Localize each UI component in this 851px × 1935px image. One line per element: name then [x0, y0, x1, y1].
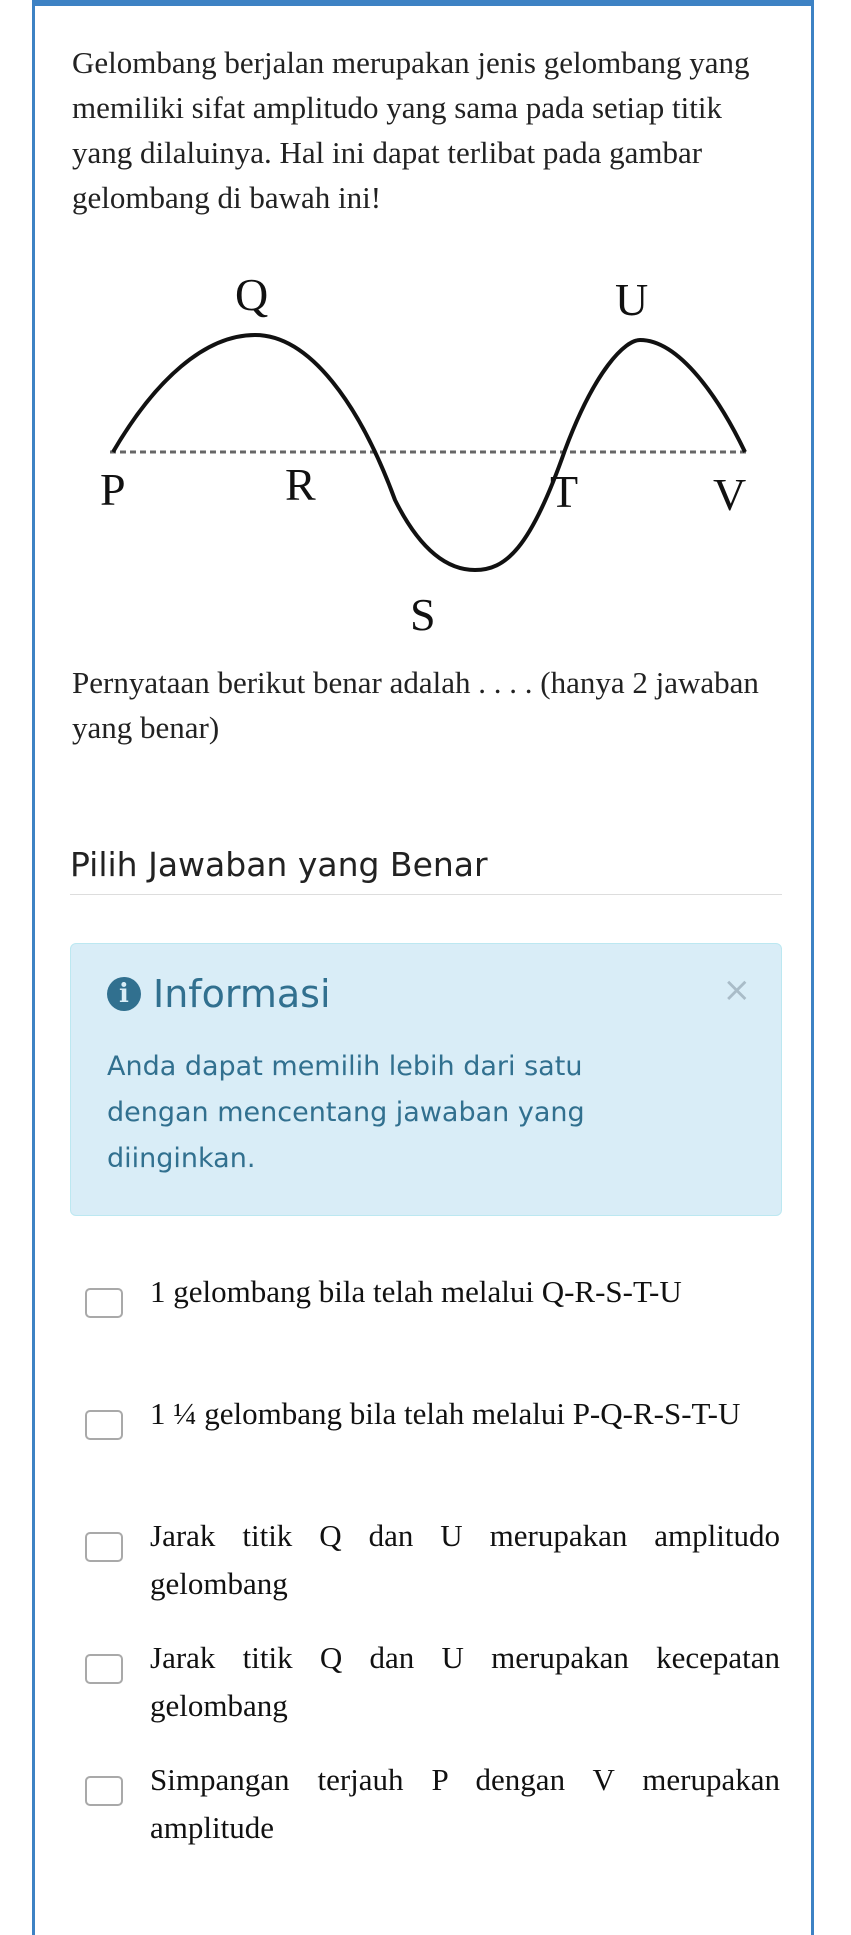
- option-checkbox[interactable]: [85, 1654, 123, 1684]
- close-icon[interactable]: ×: [722, 970, 751, 1010]
- option-text: Simpangan terjauh P dengan V merupakan amplitude: [150, 1762, 780, 1845]
- answer-option[interactable]: [70, 1756, 782, 1878]
- label-s: S: [410, 589, 436, 640]
- label-r: R: [285, 459, 316, 510]
- label-p: P: [100, 464, 126, 515]
- option-text: 1 ¼ gelombang bila telah melalui P-Q-R-S-T-U: [150, 1396, 741, 1431]
- option-text: 1 gelombang bila telah melalui Q-R-S-T-U: [150, 1274, 682, 1309]
- info-circle-icon: i: [107, 977, 141, 1011]
- answer-options: [70, 1268, 782, 1878]
- info-alert-title: [107, 972, 331, 1016]
- info-alert: [70, 943, 782, 1216]
- label-t: T: [550, 466, 579, 517]
- answer-heading: Pilih Jawaban yang Benar: [70, 845, 782, 895]
- option-checkbox[interactable]: [85, 1776, 123, 1806]
- wave-figure: [95, 270, 765, 640]
- answer-option[interactable]: [70, 1390, 782, 1512]
- question-instruction: Pernyataan berikut benar adalah . . . . (hanya 2 jawaban yang benar): [72, 665, 759, 745]
- answer-option[interactable]: [70, 1512, 782, 1634]
- label-u: U: [615, 274, 649, 325]
- answer-option[interactable]: [70, 1268, 782, 1390]
- question-text: Gelombang berjalan merupakan jenis gelombang yang memiliki sifat amplitudo yang sama pada setiap titik yang dilaluinya. Hal ini dapat terlibat pada gambar gelombang di bawah ini!: [72, 45, 750, 215]
- label-v: V: [713, 469, 747, 520]
- option-text: Jarak titik Q dan U merupakan kecepatan gelombang: [150, 1640, 780, 1723]
- info-alert-body: Anda dapat memilih lebih dari satu dengan mencentang jawaban yang diinginkan.: [107, 1051, 585, 1174]
- answer-option[interactable]: [70, 1634, 782, 1756]
- option-checkbox[interactable]: [85, 1288, 123, 1318]
- option-checkbox[interactable]: [85, 1410, 123, 1440]
- option-text: Jarak titik Q dan U merupakan amplitudo gelombang: [150, 1518, 780, 1601]
- label-q: Q: [235, 270, 269, 320]
- info-alert-title-text: Informasi: [153, 972, 331, 1016]
- option-checkbox[interactable]: [85, 1532, 123, 1562]
